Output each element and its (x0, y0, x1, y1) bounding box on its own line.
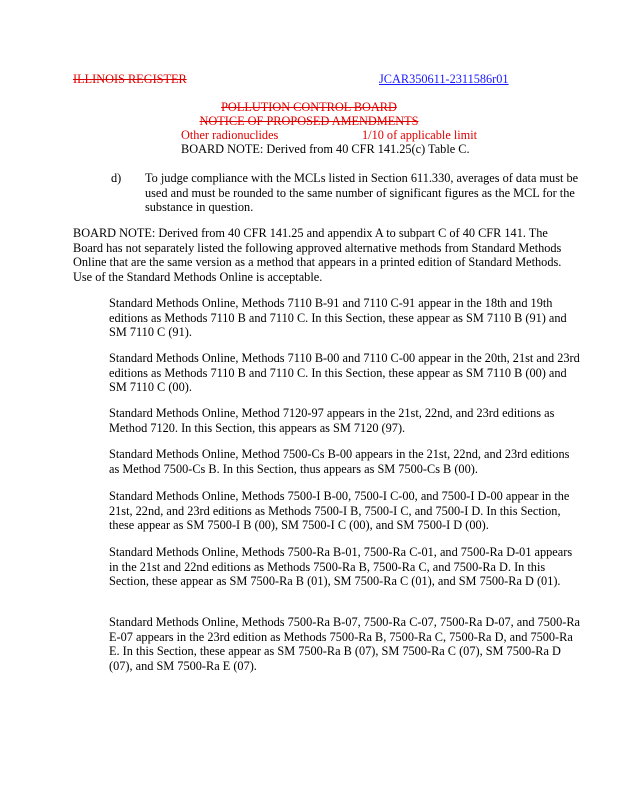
notice-title: NOTICE OF PROPOSED AMENDMENTS (199, 114, 419, 128)
item-d-label: d) (111, 171, 122, 185)
method-paragraph: Standard Methods Online, Method 7120-97 appears in the 21st, 22nd, and 23rd editions as Method 7120. In this Section, this appears as SM 7120 (97). (109, 406, 555, 435)
contaminant-cell: Other radionuclides (181, 128, 279, 142)
board-note-methods: BOARD NOTE: Derived from 40 CFR 141.25 and appendix A to subpart C of 40 CFR 141. The Board has not separately listed the following approved alternative methods from Standard Methods Online that are the same version as a method that appears in a printed edition of Standard Methods. Use of the Standard Methods Online is acceptable. (73, 226, 562, 284)
board-title: POLLUTION CONTROL BOARD (221, 100, 397, 114)
method-paragraph: Standard Methods Online, Methods 7110 B-91 and 7110 C-91 appear in the 18th and 19th editions as Methods 7110 B and 7110 C. In this Section, these appear as SM 7110 B (91) and SM 7110 C (91). (109, 296, 567, 340)
method-paragraph: Standard Methods Online, Method 7500-Cs B-00 appears in the 21st, 22nd, and 23rd editions as Method 7500-Cs B. In this Section, thus appears as SM 7500-Cs B (00). (109, 447, 570, 476)
limit-cell: 1/10 of applicable limit (362, 128, 478, 142)
register-header: ILLINOIS REGISTER (73, 72, 187, 86)
method-paragraph: Standard Methods Online, Methods 7500-Ra B-07, 7500-Ra C-07, 7500-Ra D-07, and 7500-Ra E-07 appears in the 23rd edition as Methods 7500-Ra B, 7500-Ra C, 7500-Ra D, and 7500-Ra E. In this Section, these appear as SM 7500-Ra B (07), SM 7500-Ra C (07), SM 7500-Ra D (07), and SM 7500-Ra E (07). (109, 615, 580, 673)
method-paragraph: Standard Methods Online, Methods 7500-I B-00, 7500-I C-00, and 7500-I D-00 appear in the 21st, 22nd, and 23rd editions as Methods 7500-I B, 7500-I C, and 7500-I D. In this Section, these appear as SM 7500-I B (00), SM 7500-I C (00), and SM 7500-I D (00). (109, 489, 570, 533)
jcar-code: JCAR350611-2311586r01 (379, 72, 509, 86)
method-paragraph: Standard Methods Online, Methods 7500-Ra B-01, 7500-Ra C-01, and 7500-Ra D-01 appears in the 21st and 22nd editions as Methods 7500-Ra B, 7500-Ra C, and 7500-Ra D. In this Section, these appear as SM 7500-Ra B (01), SM 7500-Ra C (01), and SM 7500-Ra D (01). (109, 545, 573, 589)
method-paragraph: Standard Methods Online, Methods 7110 B-00 and 7110 C-00 appear in the 20th, 21st and 23rd editions as Methods 7110 B and 7110 C. In this Section, these appear as SM 7110 B (00) and SM 7110 C (00). (109, 351, 580, 395)
item-d-text: To judge compliance with the MCLs listed in Section 611.330, averages of data must be used and must be rounded to the same number of significant figures as the MCL for the substance in question. (145, 171, 579, 215)
board-note-table: BOARD NOTE: Derived from 40 CFR 141.25(c) Table C. (181, 142, 470, 156)
